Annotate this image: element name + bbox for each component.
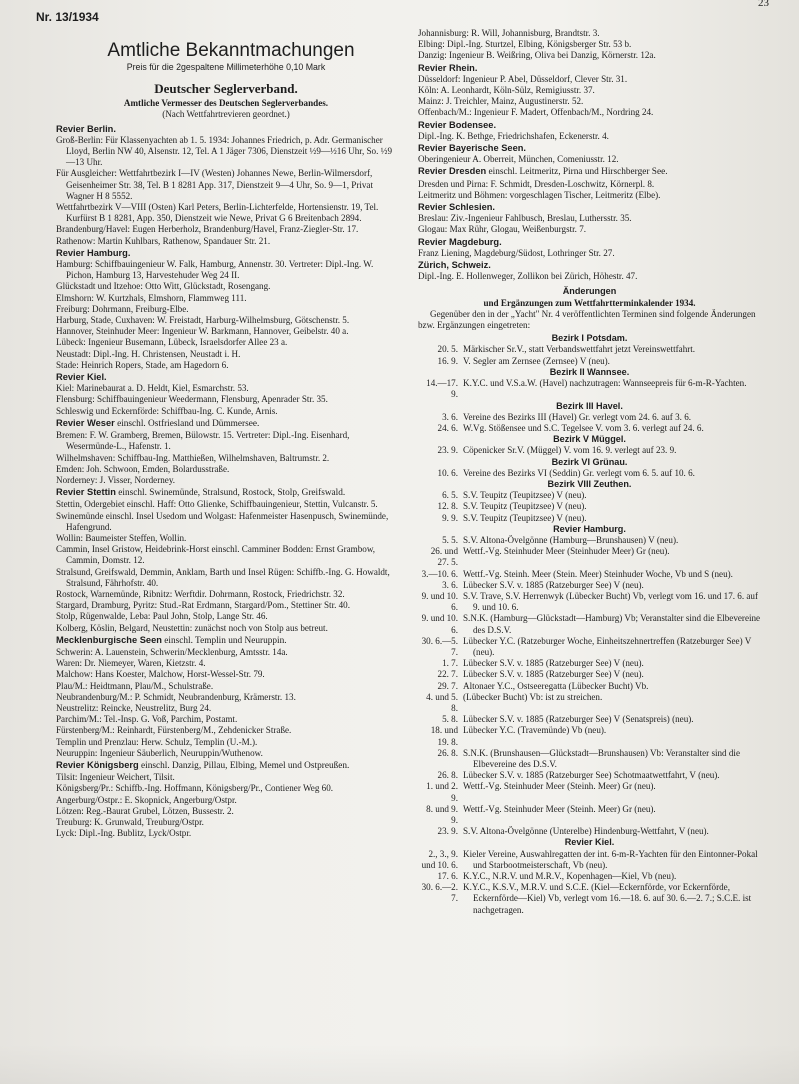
revier-title: Revier Magdeburg. xyxy=(418,236,502,247)
revier-scope: einschl. Templin und Neuruppin. xyxy=(161,635,287,646)
surveyors-note: (Nach Wettfahrtrevieren geordnet.) xyxy=(162,109,290,120)
calendar-text: Lübecker S.V. v. 1885 (Ratzeburger See) V (Senatspreis) (neu). xyxy=(463,714,694,725)
calendar-text: (Lübecker Bucht) Vb: ist zu streichen. xyxy=(463,691,603,702)
calendar-row xyxy=(418,423,761,434)
calendar-date: 12. 8. xyxy=(437,501,458,512)
revier-heading xyxy=(56,418,396,430)
revier-title: Revier Bodensee. xyxy=(418,119,497,130)
revier-title: Revier Kiel. xyxy=(56,372,107,383)
surveyor-entry: Parchim/M.: Tel.-Insp. G. Voß, Parchim, Postamt. xyxy=(56,714,238,725)
surveyor-entry: Flensburg: Schiffbauingenieur Weedermann, Flensburg, Apenrader Str. 35. xyxy=(56,394,328,405)
calendar-date: 29. 7. xyxy=(437,680,458,691)
page-shadow xyxy=(0,1044,799,1084)
surveyor-entry: Johannisburg: R. Will, Johannisburg, Brandtstr. 3. xyxy=(418,28,600,38)
revier-title: Revier Hamburg. xyxy=(56,247,131,258)
calendar-date: 3. 6. xyxy=(442,579,458,590)
calendar-date: 22. 7. xyxy=(437,669,458,680)
surveyor-entry: Glogau: Max Rühr, Glogau, Weißenburgstr. 7. xyxy=(418,224,587,235)
calendar-date: 6. 5. xyxy=(442,490,458,501)
calendar-text: V. Segler am Zernsee (Zernsee) V (neu). xyxy=(463,355,610,366)
surveyor-entry: Mainz: J. Treichler, Mainz, Augustinerstr. 52. xyxy=(418,96,584,107)
surveyor-entry: Angerburg/Ostpr.: E. Skopnick, Angerburg/Ostpr. xyxy=(56,794,237,805)
revier-scope: einschl. Ostfriesland und Dümmersee. xyxy=(114,418,260,429)
calendar-text: Lübecker Y.C. (Ratzeburger Woche, Einheitszehnertreffen (Ratzeburger See) V (neu). xyxy=(463,635,752,657)
changes-title: Änderungen xyxy=(562,286,617,297)
surveyor-entry: Schwerin: A. Lauenstein, Schwerin/Mecklenburg, Amtsstr. 14a. xyxy=(56,646,288,657)
right-sections xyxy=(418,63,761,283)
right-column xyxy=(418,28,761,916)
surveyor-entry: Hannover, Steinhuder Meer: Ingenieur W. Barkmann, Hannover, Geibelstr. 40 a. xyxy=(56,326,349,337)
calendar-row xyxy=(418,770,761,781)
surveyor-entry: Waren: Dr. Niemeyer, Waren, Kietzstr. 4. xyxy=(56,658,206,669)
calendar-date: 3. 6. xyxy=(442,411,458,422)
calendar-text: Vereine des Bezirks VI (Seddin) Gr. verlegt vom 6. 5. auf 10. 6. xyxy=(463,467,695,478)
calendar-row xyxy=(418,490,761,501)
surveyor-entry: Cammin, Insel Gristow, Heidebrink-Horst einschl. Camminer Bodden: Ernst Grambow, Cammin, Domstr. 12. xyxy=(56,544,376,566)
calendar-text: S.V. Trave, S.V. Herrenwyk (Lübecker Bucht) Vb, verlegt vom 16. und 17. 6. auf 9. und 10. 6. xyxy=(463,590,759,613)
calendar-date: 23. 9. xyxy=(437,826,458,837)
calendar-date: 2., 3., 9. und 10. 6. xyxy=(421,848,458,870)
calendar-row xyxy=(418,692,761,714)
issue-number: Nr. 13/1934 xyxy=(36,10,99,24)
revier-heading xyxy=(56,760,396,772)
surveyor-entry: Köln: A. Leonhardt, Köln-Sülz, Remigiusstr. 37. xyxy=(418,85,595,96)
calendar-date: 8. und 9. 9. xyxy=(426,803,458,826)
revier-title: Mecklenburgische Seen xyxy=(56,634,162,645)
revier-heading xyxy=(56,248,396,259)
revier-heading xyxy=(418,260,761,271)
revier-heading xyxy=(56,372,396,383)
calendar-text: S.V. Teupitz (Teupitzsee) V (neu). xyxy=(463,501,587,512)
calendar-date: 26. und 27. 5. xyxy=(430,546,458,568)
surveyor-entry: Dresden und Pirna: F. Schmidt, Dresden-Loschwitz, Körnerpl. 8. xyxy=(418,178,655,189)
surveyor-entry: Elmshorn: W. Kurtzhals, Elmshorn, Flammweg 111. xyxy=(56,292,247,303)
surveyor-entry: Fürstenberg/M.: Reinhardt, Fürstenberg/M., Zehdenicker Straße. xyxy=(56,725,292,736)
surveyor-entry: Kolberg, Köslin, Belgard, Neustettin: zunächst noch von Stolp aus betreut. xyxy=(56,622,328,633)
calendar-row xyxy=(418,580,761,591)
calendar-row xyxy=(418,826,761,837)
surveyor-entry: Treuburg: K. Grunwald, Treuburg/Ostpr. xyxy=(56,817,204,827)
bezirk-heading: Bezirk II Wannsee. xyxy=(549,366,630,377)
revier-title: Revier Berlin. xyxy=(56,123,116,134)
calendar-date: 26. 8. xyxy=(437,747,458,758)
surveyor-entry: Emden: Joh. Schwoon, Emden, Bolardusstraße. xyxy=(56,463,230,474)
surveyor-entry: Dipl.-Ing. E. Hollenweger, Zollikon bei Zürich, Höhestr. 47. xyxy=(418,271,638,282)
surveyor-entry: Neustrelitz: Reincke, Neustrelitz, Burg 24. xyxy=(56,702,212,713)
calendar-row xyxy=(418,468,761,479)
calendar-date: 5. 8. xyxy=(442,714,458,725)
calendar-row xyxy=(418,591,761,613)
calendar-text: Wettf.-Vg. Steinhuder Meer (Steinhuder Meer) Gr (neu). xyxy=(463,546,670,557)
calendar-text: Altonaer Y.C., Ostseeregatta (Lübecker Bucht) Vb. xyxy=(463,680,649,691)
calendar-text: K.Y.C. und V.S.a.W. (Havel) nachzutragen: Wannseepreis für 6-m-R-Yachten. xyxy=(463,378,747,389)
calendar-row xyxy=(418,546,761,568)
calendar-date: 30. 6.—2. 7. xyxy=(421,882,458,904)
calendar-text: S.V. Altona-Övelgönne (Hamburg—Brunshausen) V (neu). xyxy=(463,534,679,545)
surveyor-entry: Neubrandenburg/M.: P. Schmidt, Neubrandenburg, Krämerstr. 13. xyxy=(56,691,296,702)
right-top-entries xyxy=(418,28,761,62)
revier-scope: einschl. Danzig, Pillau, Elbing, Memel und Ostpreußen. xyxy=(138,760,350,771)
calendar-row xyxy=(418,804,761,826)
surveyor-entry: Malchow: Hans Koester, Malchow, Horst-Wessel-Str. 79. xyxy=(56,669,265,680)
revier-title: Revier Bayerische Seen. xyxy=(418,143,527,154)
calendar-row xyxy=(418,445,761,456)
calendar-text: Cöpenicker Sr.V. (Müggel) V. vom 16. 9. verlegt auf 23. 9. xyxy=(463,445,677,456)
revier-heading xyxy=(56,124,396,135)
surveyor-entry: Stolp, Rügenwalde, Leba: Paul John, Stolp, Lange Str. 46. xyxy=(56,611,268,622)
page-number: 23 xyxy=(758,0,769,9)
calendar-row xyxy=(418,714,761,725)
revier-heading xyxy=(418,237,761,248)
calendar-date: 26. 8. xyxy=(437,770,458,781)
surveyor-entry: Brandenburg/Havel: Eugen Herberholz, Brandenburg/Havel, Franz-Ziegler-Str. 17. xyxy=(56,224,359,235)
surveyor-entry: Lyck: Dipl.-Ing. Bublitz, Lyck/Ostpr. xyxy=(56,828,192,839)
calendar-date: 9. und 10. 6. xyxy=(421,613,458,635)
calendar-row xyxy=(418,513,761,524)
calendar-date: 16. 9. xyxy=(437,355,458,366)
surveyor-entry: Neustadt: Dipl.-Ing. H. Christensen, Neustadt i. H. xyxy=(56,348,241,359)
surveyor-entry: Wilhelmshaven: Schiffbau-Ing. Matthießen, Wilhelmshaven, Baltrumstr. 2. xyxy=(56,452,330,463)
surveyor-entry: Freiburg: Dohrmann, Freiburg-Elbe. xyxy=(56,303,189,314)
calendar-date: 30. 6.—5. 7. xyxy=(421,635,458,657)
calendar-row xyxy=(418,412,761,423)
calendar-text: S.N.K. (Brunshausen—Glückstadt—Brunshausen) Vb: Veranstalter sind die Elbevereine des D.S.V. xyxy=(463,747,740,769)
calendar-date: 3.—10. 6. xyxy=(421,568,458,579)
surveyor-entry: Danzig: Ingenieur B. Weißring, Oliva bei Danzig, Körnerstr. 12a. xyxy=(418,50,656,61)
surveyor-entry: Offenbach/M.: Ingenieur F. Madert, Offenbach/M., Nordring 24. xyxy=(418,107,654,118)
surveyor-entry: Rathenow: Martin Kuhlbars, Rathenow, Spandauer Str. 21. xyxy=(56,235,271,246)
calendar-row xyxy=(418,748,761,770)
calendar-date: 18. und 19. 8. xyxy=(430,725,458,747)
revier-heading xyxy=(418,120,761,131)
calendar-date: 9. und 10. 6. xyxy=(421,590,458,613)
bezirk-heading: Bezirk I Potsdam. xyxy=(551,333,628,344)
calendar-row xyxy=(418,658,761,669)
revier-scope: einschl. Leitmeritz, Pirna und Hirschberger See. xyxy=(486,167,668,178)
calendar-text: Märkischer Sr.V., statt Verbandswettfahrt jetzt Vereinswettfahrt. xyxy=(463,344,696,355)
calendar-row xyxy=(418,725,761,747)
changes-subtitle: und Ergänzungen zum Wettfahrtterminkalender 1934. xyxy=(483,297,696,308)
surveyor-entry: Stralsund, Greifswald, Demmin, Anklam, Barth und Insel Rügen: Schiffb.-Ing. G. Howaldt, Stralsund, Fährhofstr. 40. xyxy=(56,566,390,588)
surveyor-entry: Bremen: F. W. Gramberg, Bremen, Bülowstr. 15. Vertreter: Dipl.-Ing. Eisenhard, Wesermünde-L., Hafenstr. 1. xyxy=(56,430,350,452)
calendar-date: 1. und 2. 9. xyxy=(426,781,458,803)
bezirk-heading: Bezirk III Havel. xyxy=(556,400,623,411)
calendar-row xyxy=(418,501,761,512)
calendar-text: Lübecker S.V. v. 1885 (Ratzeburger See) Schotmaatwettfahrt, V (neu). xyxy=(463,770,720,781)
calendar-text: K.Y.C., N.R.V. und M.R.V., Kopenhagen—Kiel, Vb (neu). xyxy=(463,871,677,882)
surveyor-entry: Für Ausgleicher: Wettfahrtbezirk I—IV (Westen) Johannes Newe, Berlin-Wilmersdorf, Geisenheimer Str. 38, Tel. B 1 8281 App. 317, Dienstzeit 9—4 Uhr, So. 9—1, Privat Wagner H 8 5552. xyxy=(56,168,373,201)
surveyor-entry: Lötzen: Reg.-Baurat Grubel, Lötzen, Bussestr. 2. xyxy=(56,805,234,816)
calendar-text: S.N.K. (Hamburg—Glückstadt—Hamburg) Vb; Veranstalter sind die Elbevereine des D.S.V. xyxy=(463,613,761,635)
revier-heading xyxy=(56,487,396,499)
revier-heading xyxy=(418,202,761,213)
calendar-row xyxy=(418,849,761,871)
calendar-text: Kieler Vereine, Auswahlregatten der int. 6-m-R-Yachten für den Eintonner-Pokal und Starbootmeisterschaft, Vb (neu). xyxy=(463,848,758,870)
revier-heading xyxy=(56,635,396,647)
calendar-date: 20. 5. xyxy=(437,344,458,355)
surveyor-entry: Groß-Berlin: Für Klassenyachten ab 1. 5. 1934: Johannes Friedrich, p. Adr. Germanischer Lloyd, Berlin NW 40, Alsenstr. 12, Tel. A 1 Jäger 7306, Dienstzeit ½9—½16 Uhr, So. ½9—13 Uhr. xyxy=(56,134,393,168)
surveyor-entry: Dipl.-Ing. K. Bethge, Friedrichshafen, Eckenerstr. 4. xyxy=(418,130,609,141)
calendar-date: 5. 5. xyxy=(442,534,458,545)
surveyor-entry: Hamburg: Schiffbauingenieur W. Falk, Hamburg, Annenstr. 30. Vertreter: Dipl.-Ing. W. Pichon, Hamburg 13, Harvestehuder Weg 24 II. xyxy=(56,259,374,281)
surveyor-entry: Königsberg/Pr.: Schiffb.-Ing. Hoffmann, Königsberg/Pr., Contiener Weg 60. xyxy=(56,783,334,794)
calendar-row xyxy=(418,871,761,882)
revier-heading xyxy=(418,166,761,178)
calendar-text: Wettf.-Vg. Steinh. Meer (Stein. Meer) Steinhuder Woche, Vb und S (neu). xyxy=(463,568,733,579)
calendar-row xyxy=(418,669,761,680)
revier-heading xyxy=(418,143,761,154)
surveyor-entry: Wettfahrtbezirk V—VIII (Osten) Karl Peters, Berlin-Lichterfelde, Hortensienstr. 19, Tel. Kurfürst B 1 8281, App. 350, Dienstzeit wie Newe, Privat G 6 Breitenbach 2894. xyxy=(56,202,379,224)
calendar-row xyxy=(418,356,761,367)
calendar-date: 14.—17. 9. xyxy=(426,378,458,400)
calendar-row xyxy=(418,636,761,658)
calendar-date: 9. 9. xyxy=(442,512,458,523)
calendar-row xyxy=(418,569,761,580)
surveyor-entry: Swinemünde einschl. Insel Usedom und Wolgast: Hafenmeister Hasenpusch, Swinemünde, Hafengrund. xyxy=(56,510,389,532)
surveyor-entry: Wollin: Baumeister Steffen, Wollin. xyxy=(56,532,187,543)
revier-heading xyxy=(418,63,761,74)
calendar-date: 17. 6. xyxy=(437,871,458,882)
calendar-text: Lübecker Y.C. (Travemünde) Vb (neu). xyxy=(463,725,607,736)
bezirk-heading: Bezirk V Müggel. xyxy=(553,434,626,445)
surveyor-entry: Breslau: Ziv.-Ingenieur Fahlbusch, Breslau, Luthersstr. 35. xyxy=(418,213,632,224)
association-heading: Deutscher Seglerverband. xyxy=(154,81,298,97)
bezirk-heading: Bezirk VI Grünau. xyxy=(551,456,628,467)
surveyor-entry: Glückstadt und Itzehoe: Otto Witt, Glückstadt, Rosengang. xyxy=(56,281,271,292)
left-sections xyxy=(56,124,396,840)
calendar-text: Vereine des Bezirks III (Havel) Gr. verlegt vom 24. 6. auf 3. 6. xyxy=(463,411,692,422)
surveyor-entry: Stettin, Odergebiet einschl. Haff: Otto Glienke, Schiffbauingenieur, Stettin, Vulcanstr. 5. xyxy=(56,499,378,510)
calendar-text: S.V. Teupitz (Teupitzsee) V (neu). xyxy=(463,490,587,501)
calendar-text: Lübecker S.V. v. 1885 (Ratzeburger See) V (neu). xyxy=(463,658,644,669)
revier-title: Revier Rhein. xyxy=(418,62,478,73)
calendar-row xyxy=(418,681,761,692)
bezirk-heading: Revier Kiel. xyxy=(564,837,615,848)
surveyor-entry: Rostock, Warnemünde, Ribnitz: Werftdir. Dohrmann, Rostock, Friedrichstr. 32. xyxy=(56,588,345,599)
calendar-text: Lübecker S.V. v. 1885 (Ratzeburger See) V (neu). xyxy=(463,669,644,680)
surveyor-entry: Lübeck: Ingenieur Busemann, Lübeck, Israelsdorfer Allee 23 a. xyxy=(56,337,288,348)
calendar-text: S.V. Altona-Övelgönne (Unterelbe) Hindenburg-Wettfahrt, V (neu). xyxy=(463,826,709,837)
surveyor-entry: Tilsit: Ingenieur Weichert, Tilsit. xyxy=(56,772,175,783)
calendar-text: Wettf.-Vg. Steinhuder Meer (Steinh. Meer) Gr (neu). xyxy=(463,781,656,792)
surveyors-heading: Amtliche Vermesser des Deutschen Seglerverbandes. xyxy=(123,98,329,109)
surveyor-entry: Elbing: Dipl.-Ing. Sturtzel, Elbing, Königsberger Str. 53 b. xyxy=(418,39,632,50)
calendar-date: 4. und 5. 8. xyxy=(426,691,458,713)
calendar-row xyxy=(418,882,761,916)
page-title: Amtliche Bekanntmachungen xyxy=(107,40,355,61)
surveyor-entry: Oberingenieur A. Oberreit, München, Comeniusstr. 12. xyxy=(418,154,619,165)
surveyor-entry: Stade: Heinrich Ropers, Stade, am Hagedorn 6. xyxy=(56,359,229,370)
surveyor-entry: Düsseldorf: Ingenieur P. Abel, Düsseldorf, Clever Str. 31. xyxy=(418,73,628,84)
revier-scope: einschl. Swinemünde, Stralsund, Rostock, Stolp, Greifswald. xyxy=(115,488,346,499)
left-column xyxy=(56,30,396,839)
calendar-text: S.V. Teupitz (Teupitzsee) V (neu). xyxy=(463,512,587,523)
price-note: Preis für die 2gespaltene Millimeterhöhe 0,10 Mark xyxy=(126,62,326,72)
calendar-row xyxy=(418,781,761,803)
revier-title: Revier Stettin xyxy=(56,487,116,498)
surveyor-entry: Franz Liening, Magdeburg/Südost, Lothringer Str. 27. xyxy=(418,247,615,258)
calendar-row xyxy=(418,535,761,546)
bezirk-heading: Revier Hamburg. xyxy=(553,523,626,534)
calendar-date: 24. 6. xyxy=(437,422,458,433)
calendar-date: 10. 6. xyxy=(437,467,458,478)
revier-title: Revier Dresden xyxy=(418,166,487,177)
surveyor-entry: Stargard, Dramburg, Pyritz: Stud.-Rat Erdmann, Stargard/Pom., Stettiner Str. 40. xyxy=(56,600,351,611)
surveyor-entry: Neuruppin: Ingenieur Säuberlich, Neuruppin/Wuthenow. xyxy=(56,747,263,758)
surveyor-entry: Leitmeritz und Böhmen: vorgeschlagen Tischer, Leitmeritz (Elbe). xyxy=(418,189,661,200)
changes-intro: Gegenüber den in der „Yacht" Nr. 4 veröffentlichten Terminen sind folgende Änderungen bzw. Ergänzungen eingetreten: xyxy=(418,308,756,331)
surveyor-entry: Norderney: J. Visser, Norderney. xyxy=(56,474,176,485)
revier-title: Revier Königsberg xyxy=(56,759,139,770)
surveyor-entry: Templin und Prenzlau: Herw. Schulz, Templin (U.-M.). xyxy=(56,736,258,747)
surveyor-entry: Kiel: Marinebaurat a. D. Heldt, Kiel, Esmarchstr. 53. xyxy=(56,383,249,394)
calendar-row xyxy=(418,344,761,355)
calendar-text: Wettf.-Vg. Steinhuder Meer (Steinh. Meer) Gr (neu). xyxy=(463,803,656,814)
surveyor-entry: Harburg, Stade, Cuxhaven: W. Freistadt, Harburg-Wilhelmsburg, Götschenstr. 5. xyxy=(56,315,350,326)
calendar-row xyxy=(418,613,761,635)
calendar-date: 23. 9. xyxy=(437,445,458,456)
calendar-text: W.Vg. Stößensee und S.C. Tegelsee V. vom 3. 6. verlegt auf 24. 6. xyxy=(463,422,704,433)
calendar-row xyxy=(418,378,761,400)
bezirk-heading: Bezirk VIII Zeuthen. xyxy=(547,478,632,489)
calendar-date: 1. 7. xyxy=(442,658,458,669)
calendar-text: Lübecker S.V. v. 1885 (Ratzeburger See) V (neu). xyxy=(463,579,644,590)
surveyor-entry: Plau/M.: Heidtmann, Plau/M., Schulstraße. xyxy=(56,680,214,691)
surveyor-entry: Schleswig und Eckernförde: Schiffbau-Ing. C. Kunde, Arnis. xyxy=(56,405,278,416)
revier-title: Revier Weser xyxy=(56,417,115,428)
revier-title: Revier Schlesien. xyxy=(418,202,495,213)
calendar-text: K.Y.C., K.S.V., M.R.V. und S.C.E. (Kiel—Eckernförde, vor Eckernförde, Eckernförde—Kiel) Vb, verlegt vom 16.—18. 6. auf 30. 6.—2. 7.; S.C.E. ist nachgetragen. xyxy=(463,882,752,915)
revier-title: Zürich, Schweiz. xyxy=(418,260,491,271)
calendar-changes xyxy=(418,333,761,916)
